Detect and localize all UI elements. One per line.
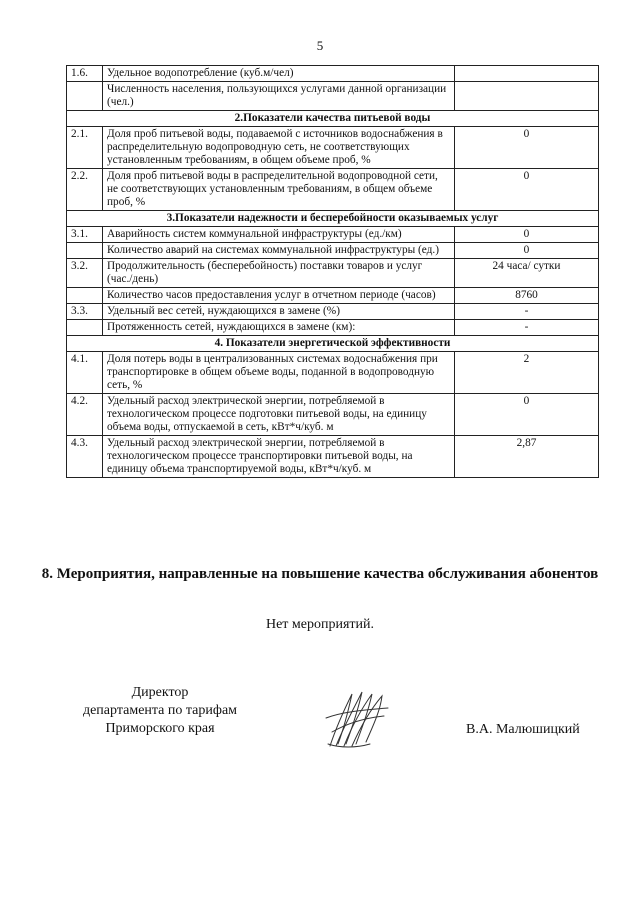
row-number bbox=[67, 243, 103, 259]
signatory-title-line-1: Директор bbox=[131, 685, 189, 700]
indicator-value: 2,87 bbox=[455, 436, 599, 478]
indicator-description: Удельное водопотребление (куб.м/чел) bbox=[103, 66, 455, 82]
page-number: 5 bbox=[316, 38, 324, 53]
indicator-description: Численность населения, пользующихся услугами данной организации (чел.) bbox=[103, 82, 455, 111]
indicator-description: Количество часов предоставления услуг в отчетном периоде (часов) bbox=[103, 288, 455, 304]
indicator-description: Протяженность сетей, нуждающихся в замене (км): bbox=[103, 320, 455, 336]
indicators-table bbox=[66, 65, 599, 478]
section-header: 2.Показатели качества питьевой воды bbox=[67, 111, 599, 127]
indicator-value: 24 часа/ сутки bbox=[455, 259, 599, 288]
row-number: 4.2. bbox=[67, 394, 103, 436]
indicator-value: 0 bbox=[455, 243, 599, 259]
section-header-row bbox=[67, 211, 599, 227]
indicator-description: Удельный расход электрической энергии, потребляемой в технологическом процессе транспортировки питьевой воды, на единицу объема транспортируемой воды, кВт*ч/куб. м bbox=[103, 436, 455, 478]
indicator-value bbox=[455, 82, 599, 111]
indicator-description: Доля проб питьевой воды, подаваемой с источников водоснабжения в распределительную водопроводную сеть, не соответствующих установленным требованиям, в общем объеме проб, % bbox=[103, 127, 455, 169]
table-row bbox=[67, 352, 599, 394]
row-number: 2.2. bbox=[67, 169, 103, 211]
row-number bbox=[67, 288, 103, 304]
section-header: 4. Показатели энергетической эффективности bbox=[67, 336, 599, 352]
signatory-title-line-2: департамента по тарифам bbox=[82, 703, 238, 718]
section-8-body: Нет мероприятий. bbox=[265, 617, 375, 632]
indicator-description: Аварийность систем коммунальной инфраструктуры (ед./км) bbox=[103, 227, 455, 243]
indicator-value: 8760 bbox=[455, 288, 599, 304]
indicator-description: Доля проб питьевой воды в распределительной водопроводной сети, не соответствующих установленным требованиям, в общем объеме проб, % bbox=[103, 169, 455, 211]
table-row bbox=[67, 66, 599, 82]
section-8-heading: 8. Мероприятия, направленные на повышение качества обслуживания абонентов bbox=[41, 566, 599, 582]
section-header: 3.Показатели надежности и бесперебойности оказываемых услуг bbox=[67, 211, 599, 227]
indicator-value: 2 bbox=[455, 352, 599, 394]
table-row bbox=[67, 304, 599, 320]
table-row bbox=[67, 127, 599, 169]
indicator-value: 0 bbox=[455, 127, 599, 169]
indicator-value bbox=[455, 66, 599, 82]
signatory-title-line-3: Приморского края bbox=[105, 721, 215, 736]
table-row bbox=[67, 320, 599, 336]
indicator-description: Количество аварий на системах коммунальной инфраструктуры (ед.) bbox=[103, 243, 455, 259]
table-row bbox=[67, 243, 599, 259]
row-number: 4.3. bbox=[67, 436, 103, 478]
table-row bbox=[67, 436, 599, 478]
table-row bbox=[67, 259, 599, 288]
table-row bbox=[67, 227, 599, 243]
table-row bbox=[67, 288, 599, 304]
row-number: 3.1. bbox=[67, 227, 103, 243]
indicator-description: Удельный вес сетей, нуждающихся в замене (%) bbox=[103, 304, 455, 320]
indicator-value: 0 bbox=[455, 394, 599, 436]
table-row bbox=[67, 82, 599, 111]
row-number: 3.3. bbox=[67, 304, 103, 320]
table-row bbox=[67, 169, 599, 211]
indicator-value: 0 bbox=[455, 169, 599, 211]
section-header-row bbox=[67, 111, 599, 127]
handwritten-signature bbox=[322, 688, 392, 750]
row-number: 2.1. bbox=[67, 127, 103, 169]
indicator-value: 0 bbox=[455, 227, 599, 243]
section-header-row bbox=[67, 336, 599, 352]
indicator-description: Доля потерь воды в централизованных системах водоснабжения при транспортировке в общем объеме воды, поданной в водопроводную сеть, % bbox=[103, 352, 455, 394]
row-number: 1.6. bbox=[67, 66, 103, 82]
indicators-table-body bbox=[67, 66, 599, 478]
signatory-title bbox=[40, 684, 280, 738]
row-number bbox=[67, 82, 103, 111]
indicator-value: - bbox=[455, 304, 599, 320]
row-number bbox=[67, 320, 103, 336]
table-row bbox=[67, 394, 599, 436]
indicator-value: - bbox=[455, 320, 599, 336]
signatory-name: В.А. Малюшицкий bbox=[466, 722, 580, 737]
row-number: 3.2. bbox=[67, 259, 103, 288]
indicator-description: Удельный расход электрической энергии, потребляемой в технологическом процессе подготовки питьевой воды, на единицу объема воды, отпускаемой в сеть, кВт*ч/куб. м bbox=[103, 394, 455, 436]
indicator-description: Продолжительность (бесперебойность) поставки товаров и услуг (час./день) bbox=[103, 259, 455, 288]
row-number: 4.1. bbox=[67, 352, 103, 394]
